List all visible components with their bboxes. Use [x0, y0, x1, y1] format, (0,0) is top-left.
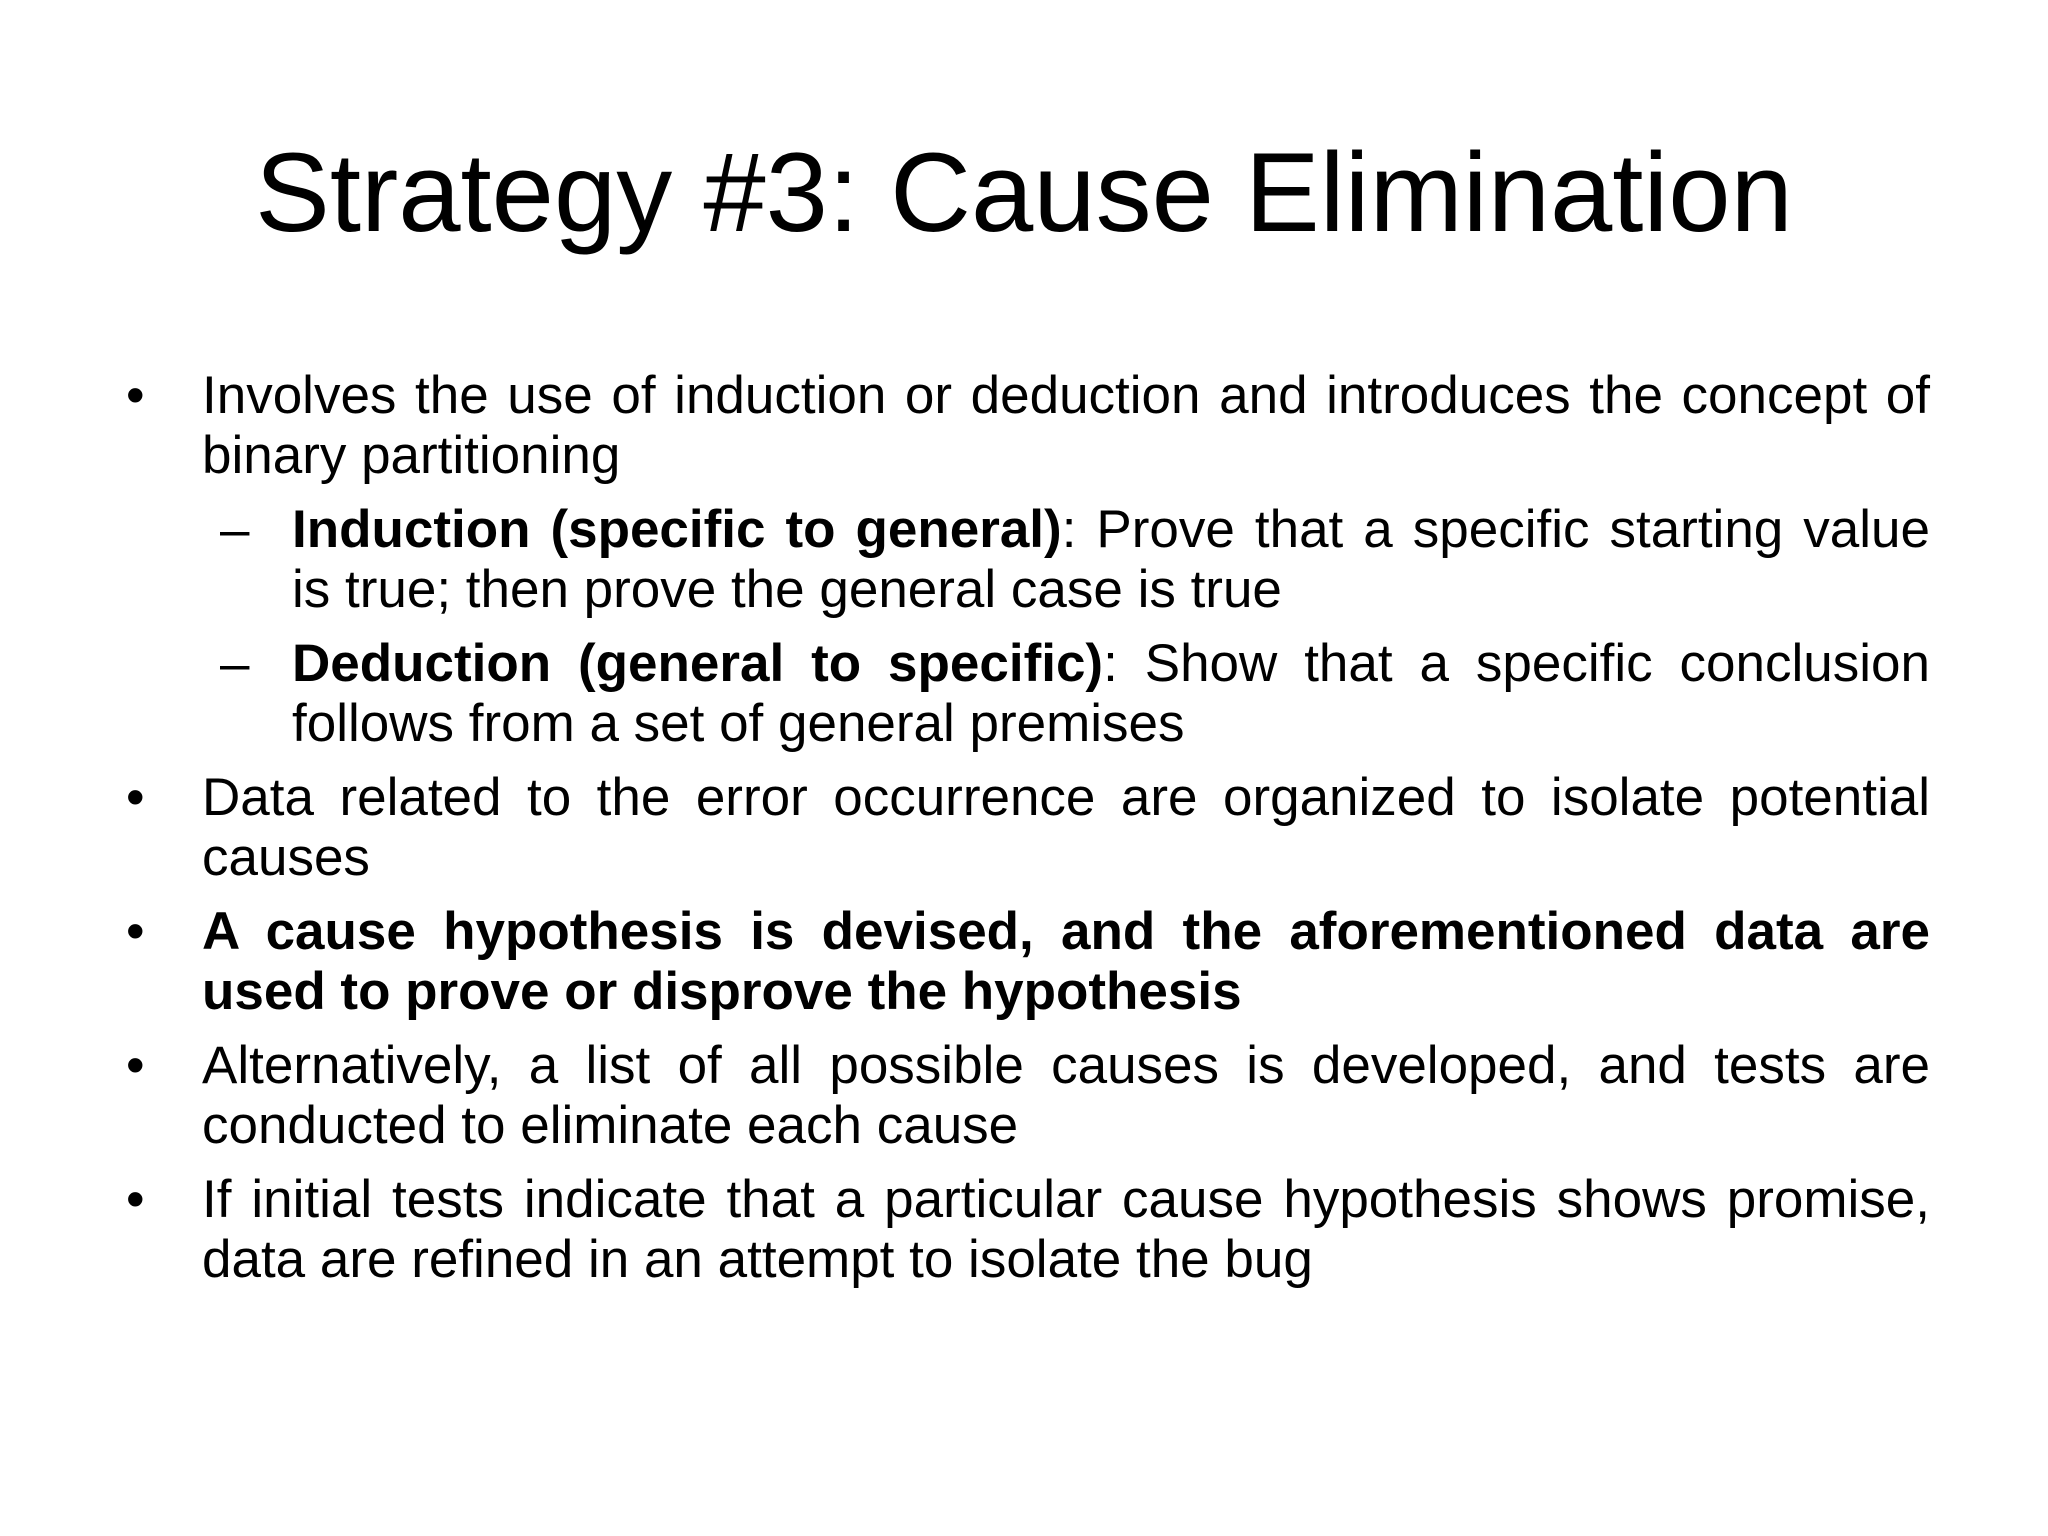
bullet-item: [120, 902, 1930, 1022]
bullet-item: [120, 366, 1930, 754]
sub-bullet-item: [292, 500, 1930, 620]
bullet-bold-text: A cause hypothesis is devised, and the aforementioned data are used to prove or disprove the hypothesis: [202, 902, 1930, 1021]
slide-title: Strategy #3: Cause Elimination: [255, 130, 1793, 255]
sub-bullet-list: [120, 500, 1930, 754]
sub-bullet-bold-text: Induction (specific to general): [292, 500, 1062, 559]
bullet-item: [120, 1170, 1930, 1290]
sub-bullet-item: [292, 634, 1930, 754]
bullet-text: Involves the use of induction or deduction and introduces the concept of binary partitioning: [202, 366, 1930, 485]
bullet-text: Data related to the error occurrence are organized to isolate potential causes: [202, 768, 1930, 887]
sub-bullet-text: : Show that a specific conclusion follows from a set of general premises: [292, 634, 1930, 753]
sub-bullet-bold-text: Deduction (general to specific): [292, 634, 1104, 693]
bullet-text: Alternatively, a list of all possible causes is developed, and tests are conducted to eliminate each cause: [202, 1036, 1930, 1155]
bullet-list: [120, 366, 1930, 1304]
bullet-item: [120, 1036, 1930, 1156]
sub-bullet-text: : Prove that a specific starting value is true; then prove the general case is true: [292, 500, 1930, 619]
bullet-item: [120, 768, 1930, 888]
bullet-text: If initial tests indicate that a particular cause hypothesis shows promise, data are refined in an attempt to isolate the bug: [202, 1170, 1930, 1289]
